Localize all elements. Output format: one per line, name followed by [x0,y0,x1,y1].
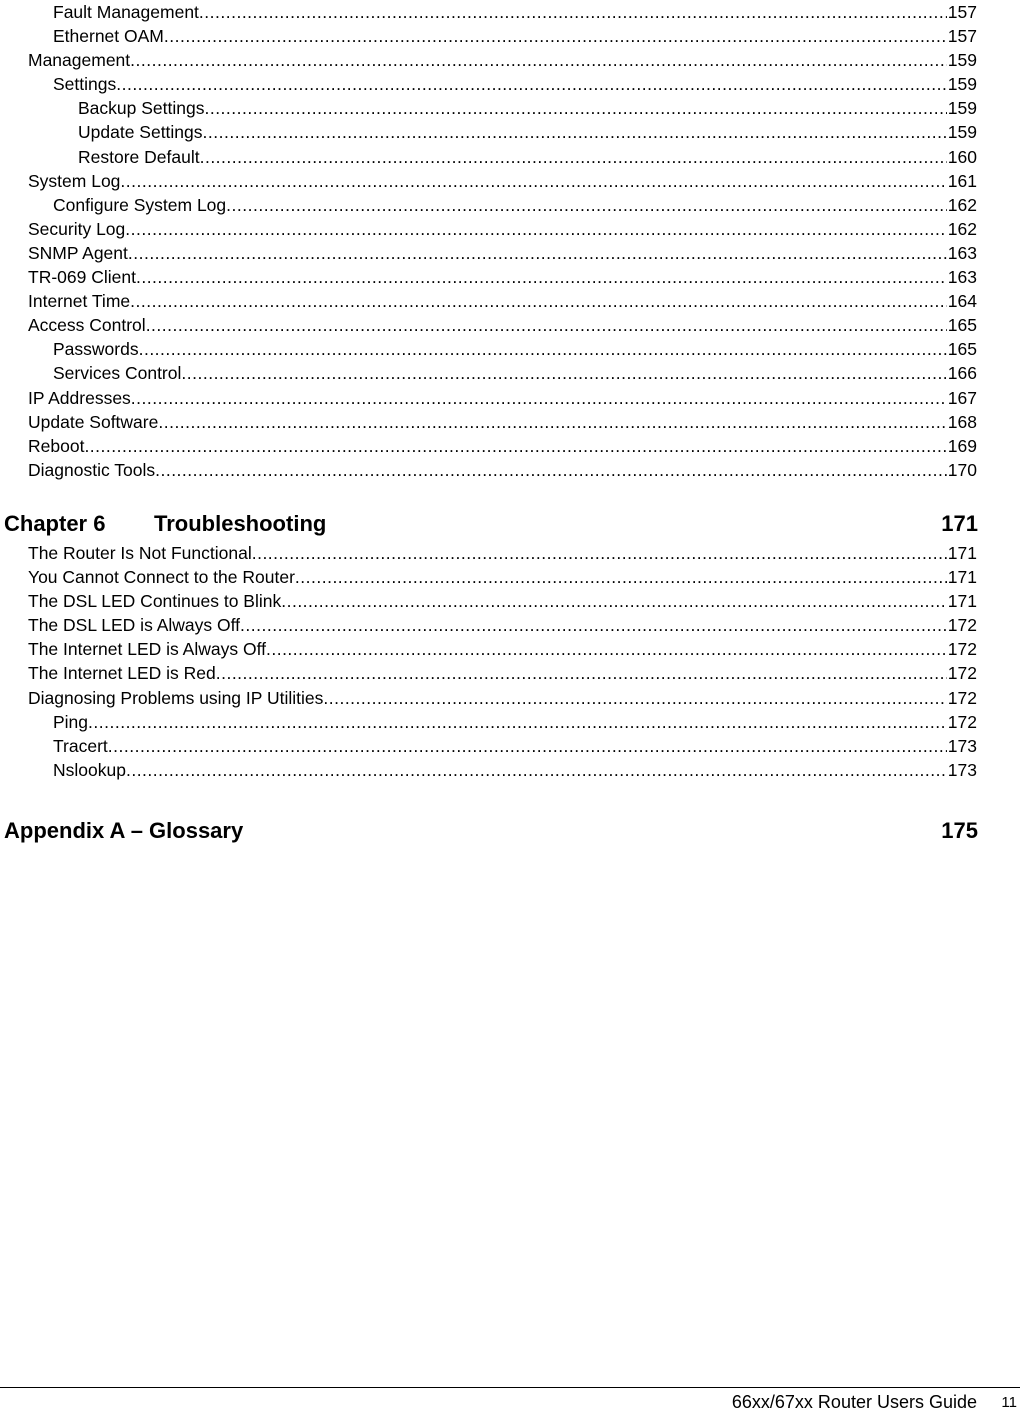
dot-leader [164,24,947,48]
toc-entry-title: TR-069 Client [28,267,136,288]
toc-entry-page-number: 172 [947,639,977,660]
toc-entry-title: Tracert [53,735,108,756]
toc-entry-title: Ping [53,711,89,732]
toc-entry-page-number: 162 [947,194,977,215]
toc-entry-row [28,313,977,337]
toc-entry[interactable] [0,337,1020,361]
toc-entry[interactable] [0,289,1020,313]
toc-entry-row [28,434,977,458]
toc-entry-title: Diagnosing Problems using IP Utilities [28,687,324,708]
toc-entry-page-number: 157 [947,2,977,22]
toc-entry-title: Fault Management [53,2,199,22]
toc-entry[interactable] [0,48,1020,72]
toc-entry-title: Passwords [53,339,139,360]
dot-leader [252,541,947,565]
dot-leader [155,458,947,482]
toc-entry-row [28,565,977,589]
toc-entry-row [53,72,977,96]
toc-entry[interactable] [0,589,1020,613]
toc-entry-title: The Internet LED is Always Off [28,639,266,660]
dot-leader [139,337,947,361]
toc-entry-row [28,265,977,289]
toc-entry-row [53,337,977,361]
toc-entry[interactable] [0,145,1020,169]
toc-entry[interactable] [0,241,1020,265]
toc-entry-page-number: 172 [947,615,977,636]
toc-entry-page-number: 172 [947,711,977,732]
dot-leader [130,289,947,313]
toc-entry-row [53,24,977,48]
dot-leader [266,637,947,661]
toc-entry-row [28,289,977,313]
dot-leader [295,565,947,589]
toc-entry[interactable] [0,434,1020,458]
toc-list-management-section [0,0,1020,482]
dot-leader [116,72,947,96]
toc-entry-page-number: 168 [947,411,977,432]
toc-entry-page-number: 157 [947,26,977,47]
toc-entry-page-number: 173 [947,735,977,756]
toc-entry-title: Diagnostic Tools [28,459,156,480]
toc-entry-page-number: 172 [947,663,977,684]
dot-leader [240,613,947,637]
toc-entry[interactable] [0,169,1020,193]
toc-entry-row [28,541,977,565]
toc-entry-page-number: 162 [947,218,977,239]
toc-entry[interactable] [0,0,1020,24]
appendix-title: Appendix A – Glossary [4,818,244,843]
toc-entry-row [78,145,977,169]
toc-entry-title: You Cannot Connect to the Router [28,567,295,588]
dot-leader [125,217,947,241]
toc-entry-title: IP Addresses [28,387,131,408]
toc-entry[interactable] [0,734,1020,758]
toc-entry-title: Configure System Log [53,194,227,215]
dot-leader [181,361,946,385]
toc-entry[interactable] [0,24,1020,48]
toc-entry[interactable] [0,410,1020,434]
dot-leader [130,48,947,72]
toc-entry-title: Restore Default [78,146,200,167]
dot-leader [216,661,947,685]
toc-entry-row [28,686,977,710]
dot-leader [204,96,946,120]
toc-entry-page-number: 173 [947,759,977,780]
toc-entry-page-number: 163 [947,267,977,288]
toc-entry-row [28,613,977,637]
dot-leader [120,169,946,193]
toc-entry-row [78,96,977,120]
toc-entry[interactable] [0,72,1020,96]
toc-entry[interactable] [0,565,1020,589]
toc-entry[interactable] [0,386,1020,410]
toc-entry[interactable] [0,96,1020,120]
toc-entry[interactable] [0,265,1020,289]
dot-leader [158,410,946,434]
toc-entry-title: Ethernet OAM [53,26,164,47]
dot-leader [126,758,947,782]
toc-entry[interactable] [0,217,1020,241]
toc-entry[interactable] [0,613,1020,637]
toc-entry-page-number: 166 [947,363,977,384]
toc-entry-title: Management [28,50,131,71]
dot-leader [128,241,947,265]
toc-entry-page-number: 161 [947,170,977,191]
dot-leader [88,710,947,734]
toc-entry-title: The Router Is Not Functional [28,543,252,563]
toc-entry[interactable] [0,686,1020,710]
toc-entry-row [28,661,977,685]
toc-entry-page-number: 171 [947,543,977,563]
toc-entry[interactable] [0,313,1020,337]
dot-leader [131,386,947,410]
dot-leader [226,193,947,217]
toc-entry[interactable] [0,193,1020,217]
toc-entry-page-number: 167 [947,387,977,408]
toc-entry-page-number: 165 [947,339,977,360]
toc-entry-page-number: 163 [947,242,977,263]
toc-entry[interactable] [0,120,1020,144]
appendix-page-number: 175 [941,818,978,843]
dot-leader [84,434,946,458]
toc-entry-title: Internet Time [28,291,131,312]
chapter-page-number: 171 [941,511,978,536]
toc-entry-row [78,120,977,144]
footer-divider [0,1387,1020,1388]
toc-entry-row [53,0,977,24]
dot-leader [323,686,946,710]
toc-entry[interactable] [0,637,1020,661]
dot-leader [146,313,947,337]
footer-guide-title: 66xx/67xx Router Users Guide [731,1392,977,1412]
toc-list-troubleshooting-section [0,541,1020,782]
toc-entry-row [53,734,977,758]
chapter-number: Chapter 6 [4,511,106,536]
toc-entry-row [53,193,977,217]
toc-entry-row [28,386,977,410]
toc-entry-title: The DSL LED is Always Off [28,615,241,636]
toc-entry-title: Update Software [28,411,159,432]
toc-entry-row [53,758,977,782]
chapter-6-heading[interactable] [4,511,978,541]
toc-entry-title: Access Control [28,315,146,336]
toc-entry-row [28,48,977,72]
toc-entry-title: Backup Settings [78,98,205,119]
toc-entry[interactable] [0,758,1020,782]
toc-entry[interactable] [0,661,1020,685]
toc-entry-page-number: 170 [947,459,977,480]
dot-leader [200,145,947,169]
toc-entry-page-number: 160 [947,146,977,167]
toc-entry-row [28,589,977,613]
toc-entry-page-number: 159 [947,74,977,95]
toc-entry-title: Reboot [28,435,85,456]
toc-entry-title: SNMP Agent [28,242,128,263]
dot-leader [281,589,947,613]
toc-entry-page-number: 169 [947,435,977,456]
toc-entry-row [28,241,977,265]
toc-entry-row [28,410,977,434]
toc-entry-row [28,637,977,661]
toc-entry-page-number: 164 [947,291,977,312]
toc-entry-row [28,458,977,482]
dot-leader [108,734,947,758]
toc-entry[interactable] [0,458,1020,482]
toc-entry[interactable] [0,710,1020,734]
toc-entry-row [53,710,977,734]
toc-entry-title: Settings [53,74,117,95]
toc-entry-page-number: 171 [947,567,977,588]
toc-entry-page-number: 171 [947,591,977,612]
toc-entry-row [53,361,977,385]
toc-entry-title: Nslookup [53,759,126,780]
toc-entry-title: Services Control [53,363,182,384]
toc-entry-row [28,169,977,193]
toc-entry-title: Security Log [28,218,126,239]
footer-page-number: 11 [1001,1394,1017,1411]
toc-entry-title: The DSL LED Continues to Blink [28,591,282,612]
toc-entry-page-number: 172 [947,687,977,708]
toc-entry-page-number: 165 [947,315,977,336]
dot-leader [199,0,947,24]
toc-entry-row [28,217,977,241]
toc-entry[interactable] [0,541,1020,565]
chapter-title: Troubleshooting [154,511,327,536]
toc-entry-title: System Log [28,170,121,191]
toc-entry-page-number: 159 [947,122,977,143]
toc-entry-page-number: 159 [947,98,977,119]
toc-entry-title: The Internet LED is Red [28,663,216,684]
appendix-a-heading[interactable] [4,818,978,848]
toc-entry-page-number: 159 [947,50,977,71]
toc-entry-title: Update Settings [78,122,203,143]
toc-entry[interactable] [0,361,1020,385]
dot-leader [203,120,947,144]
dot-leader [136,265,947,289]
